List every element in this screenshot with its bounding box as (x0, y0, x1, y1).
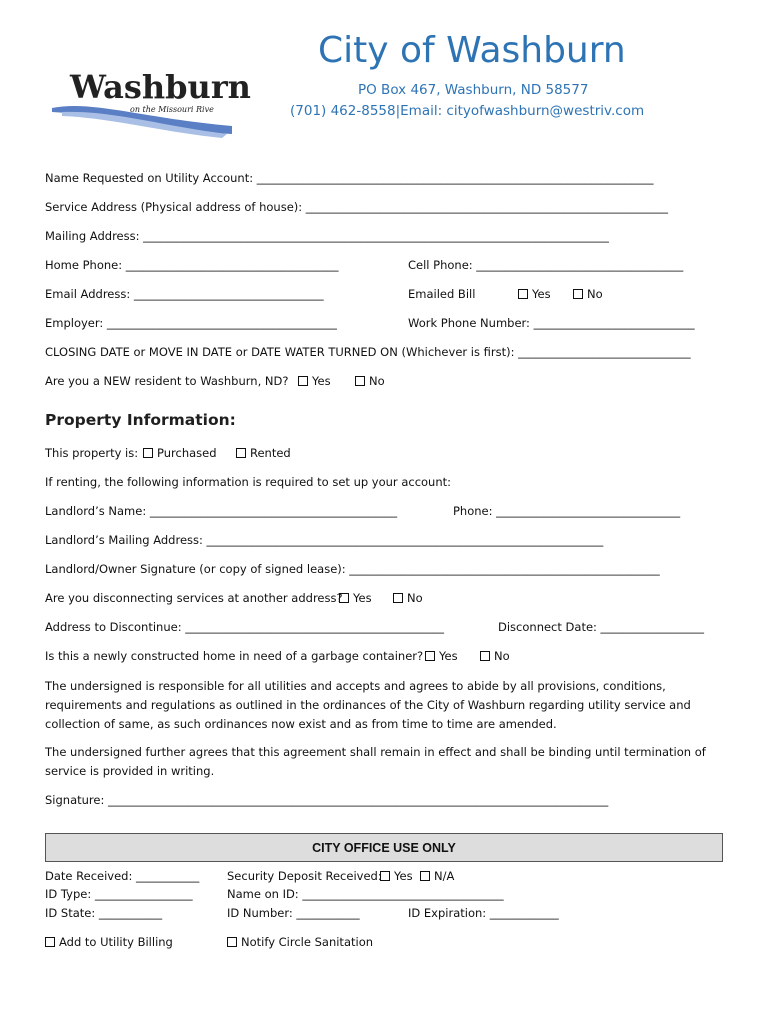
disconnecting-no[interactable]: No (393, 591, 423, 605)
landlord-phone-field[interactable]: Phone: ________________________________ (453, 504, 681, 518)
office-use-heading: CITY OFFICE USE ONLY (312, 841, 456, 855)
emailed-bill-no[interactable]: No (573, 287, 603, 301)
disconnecting-yes[interactable]: Yes (339, 591, 372, 605)
notify-circle-sanitation[interactable]: Notify Circle Sanitation (227, 935, 373, 949)
washburn-logo (52, 60, 251, 140)
agreement-paragraph: The undersigned is responsible for all utilities and accepts and agrees to abide by all provisions, conditions, requirements and regulations as outlined in the ordinances of the City of Washburn regarding utility service and collection of same, as such ordinances now exist and as from time to time are amended. (45, 679, 691, 731)
checkbox-icon[interactable] (339, 593, 349, 603)
checkbox-icon[interactable] (425, 651, 435, 661)
new-resident-question: Are you a NEW resident to Washburn, ND? (45, 374, 289, 388)
checkbox-icon[interactable] (393, 593, 403, 603)
security-deposit-na[interactable]: N/A (420, 869, 454, 883)
property-heading: Property Information: (45, 411, 236, 429)
disconnecting-question: Are you disconnecting services at another address? (45, 591, 343, 605)
security-deposit-label: Security Deposit Received: (227, 869, 382, 883)
emailed-bill-yes[interactable]: Yes (518, 287, 551, 301)
garbage-no[interactable]: No (480, 649, 510, 663)
service-address-field[interactable]: Service Address (Physical address of house): _______________________________________________________________ (45, 200, 669, 214)
emailed-bill-label: Emailed Bill (408, 287, 476, 301)
checkbox-icon[interactable] (380, 871, 390, 881)
disconnect-date-field[interactable]: Disconnect Date: __________________ (498, 620, 705, 634)
closing-date-field[interactable]: CLOSING DATE or MOVE IN DATE or DATE WATER TURNED ON (Whichever is first): ______________________________ (45, 345, 691, 359)
id-number-field[interactable]: ID Number: ___________ (227, 906, 360, 920)
landlord-name-field[interactable]: Landlord’s Name: ___________________________________________ (45, 504, 398, 518)
landlord-mailing-field[interactable]: Landlord’s Mailing Address: _____________________________________________________________________ (45, 533, 604, 547)
logo-wordmark: Washburn (70, 68, 251, 106)
renting-note: If renting, the following information is required to set up your account: (45, 475, 452, 489)
new-resident-no[interactable]: No (355, 374, 385, 388)
office-use-banner (45, 833, 723, 862)
checkbox-icon[interactable] (236, 448, 246, 458)
checkbox-icon[interactable] (45, 937, 55, 947)
checkbox-icon[interactable] (420, 871, 430, 881)
id-state-field[interactable]: ID State: ___________ (45, 906, 163, 920)
landlord-signature-field[interactable]: Landlord/Owner Signature (or copy of signed lease): ______________________________________________________ (45, 562, 660, 576)
id-type-field[interactable]: ID Type: _________________ (45, 887, 193, 901)
logo-tagline: on the Missouri Rive (130, 105, 214, 114)
this-property-label: This property is: (45, 446, 139, 460)
security-deposit-yes[interactable]: Yes (380, 869, 413, 883)
email-field[interactable]: Email Address: _________________________________ (45, 287, 324, 301)
employer-field[interactable]: Employer: ________________________________________ (45, 316, 337, 330)
address-discontinue-field[interactable]: Address to Discontinue: _____________________________________________ (45, 620, 444, 634)
checkbox-icon[interactable] (355, 376, 365, 386)
checkbox-icon[interactable] (573, 289, 583, 299)
rented-option[interactable]: Rented (236, 446, 291, 460)
header-contact: (701) 462-8558|Email: cityofwashburn@westriv.com (290, 103, 645, 119)
new-resident-yes[interactable]: Yes (298, 374, 331, 388)
garbage-yes[interactable]: Yes (425, 649, 458, 663)
header-address: PO Box 467, Washburn, ND 58577 (358, 82, 589, 98)
checkbox-icon[interactable] (227, 937, 237, 947)
id-expiration-field[interactable]: ID Expiration: ____________ (408, 906, 559, 920)
termination-paragraph: The undersigned further agrees that this agreement shall remain in effect and shall be binding until termination of service is provided in writing. (45, 745, 706, 778)
checkbox-icon[interactable] (480, 651, 490, 661)
cell-phone-field[interactable]: Cell Phone: ____________________________________ (408, 258, 684, 272)
name-on-id-field[interactable]: Name on ID: ___________________________________ (227, 887, 504, 901)
purchased-option[interactable]: Purchased (143, 446, 217, 460)
work-phone-field[interactable]: Work Phone Number: ____________________________ (408, 316, 695, 330)
page-title: City of Washburn (318, 30, 626, 71)
signature-field[interactable]: Signature: _______________________________________________________________________________________ (45, 793, 609, 807)
garbage-question: Is this a newly constructed home in need of a garbage container? (45, 649, 424, 663)
home-phone-field[interactable]: Home Phone: _____________________________________ (45, 258, 339, 272)
checkbox-icon[interactable] (518, 289, 528, 299)
checkbox-icon[interactable] (143, 448, 153, 458)
checkbox-icon[interactable] (298, 376, 308, 386)
mailing-address-field[interactable]: Mailing Address: _________________________________________________________________________________ (45, 229, 609, 243)
date-received-field[interactable]: Date Received: ___________ (45, 869, 200, 883)
name-field[interactable]: Name Requested on Utility Account: _____________________________________________________________________ (45, 171, 654, 185)
add-utility-billing[interactable]: Add to Utility Billing (45, 935, 173, 949)
